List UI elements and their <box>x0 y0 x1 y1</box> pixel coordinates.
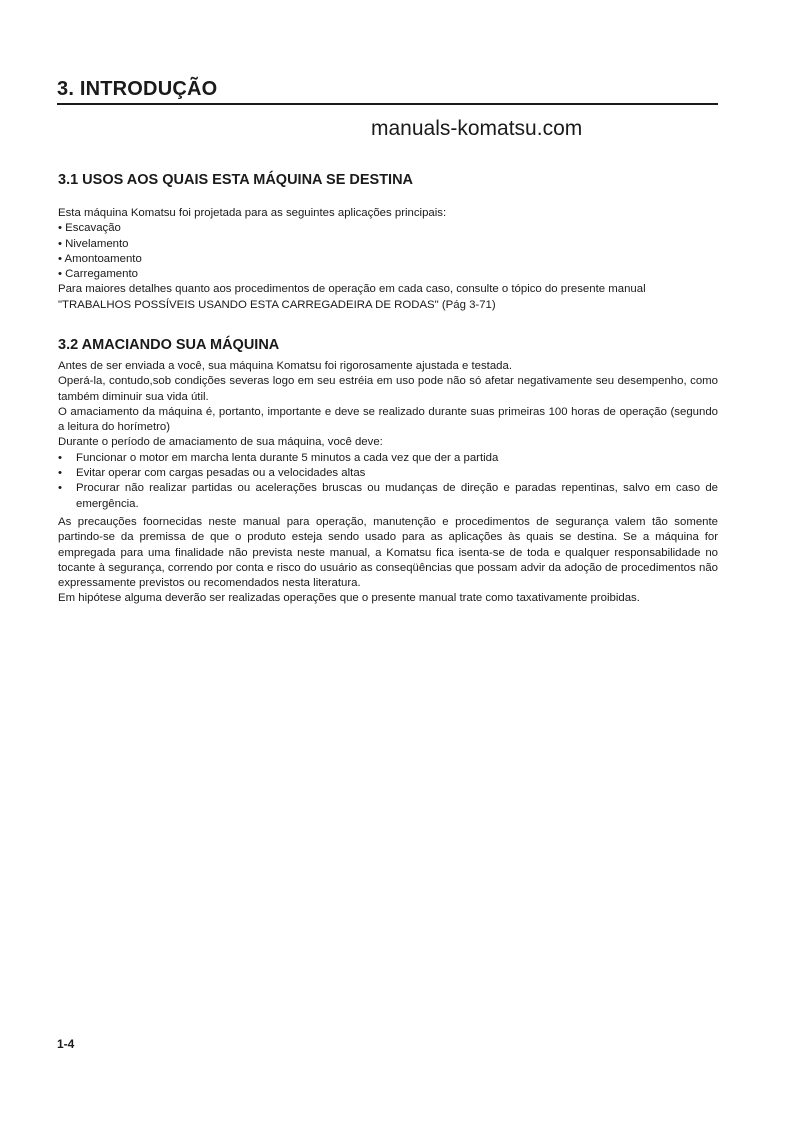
bullet-icon: • <box>58 237 62 250</box>
list-item-label: Nivelamento <box>65 237 129 250</box>
section-break-in-body <box>58 359 718 512</box>
list-item-label: Carregamento <box>65 268 138 281</box>
bullet-icon: • <box>58 451 62 464</box>
list-item-label: Amontoamento <box>64 252 142 265</box>
uses-list <box>58 221 718 282</box>
list-item-label: Procurar não realizar partidas ou acelerações bruscas ou mudanças de direção e paradas repentinas, salvo em caso de emergência. <box>76 482 718 510</box>
break-in-list <box>58 451 718 512</box>
break-in-paragraph: Operá-la, contudo,sob condições severas logo em seu estréia em uso pode não só afetar negativamente seu desempenho, como também diminuir sua vida útil. <box>58 375 718 403</box>
break-in-paragraph: O amaciamento da máquina é, portanto, importante e deve se realizado durante suas primeiras 100 horas de operação (segundo a leitura do horímetro) <box>58 405 718 434</box>
list-item <box>58 466 718 481</box>
chapter-title: 3. INTRODUÇÃO <box>57 78 718 105</box>
break-in-paragraph: Em hipótese alguma deverão ser realizadas operações que o presente manual trate como taxativamente proibidas. <box>58 592 640 605</box>
list-item-label: Evitar operar com cargas pesadas ou a velocidades altas <box>76 467 366 480</box>
list-item <box>58 451 718 466</box>
section-heading-break-in: 3.2 AMACIANDO SUA MÁQUINA <box>58 337 280 353</box>
list-item <box>58 237 718 252</box>
uses-closing-line-1: Para maiores detalhes quanto aos procedimentos de operação em cada caso, consulte o tópico do presente manual <box>58 283 646 296</box>
bullet-icon: • <box>58 222 62 235</box>
break-in-paragraph: As precauções foornecidas neste manual para operação, manutenção e procedimentos de segurança valem tão somente partindo-se da premissa de que o produto esteja sendo usado para as aplicações às quais se destina. Se a máquina for empregada para uma finalidade não prevista neste manual, a Komatsu fica isenta-se de toda e qualquer responsabilidade no tocante à segurança, correndo por conta e risco do usuário as conseqüências que possam advir da adoção de procedimentos não expressamente previstos ou recomendados nesta literatura. <box>58 516 718 590</box>
break-in-paragraph: Antes de ser enviada a você, sua máquina Komatsu foi rigorosamente ajustada e testada. <box>58 360 513 372</box>
bullet-icon: • <box>58 467 62 480</box>
bullet-icon: • <box>58 268 62 281</box>
list-item-label: Escavação <box>65 222 121 235</box>
uses-closing-line-2: "TRABALHOS POSSÍVEIS USANDO ESTA CARREGADEIRA DE RODAS" (Pág 3-71) <box>58 298 496 311</box>
section-break-in-notes <box>58 515 718 607</box>
section-heading-uses: 3.1 USOS AOS QUAIS ESTA MÁQUINA SE DESTINA <box>58 172 414 188</box>
page-number: 1-4 <box>57 1037 75 1051</box>
list-item <box>58 481 718 512</box>
list-item <box>58 267 718 282</box>
list-item-label: Funcionar o motor em marcha lenta durante 5 minutos a cada vez que der a partida <box>76 451 499 464</box>
section-uses-body <box>58 206 718 313</box>
list-item <box>58 252 718 267</box>
break-in-paragraph: Durante o período de amaciamento de sua máquina, você deve: <box>58 436 383 449</box>
watermark-text: manuals-komatsu.com <box>371 117 583 140</box>
list-item <box>58 221 718 236</box>
bullet-icon: • <box>58 252 62 265</box>
uses-intro: Esta máquina Komatsu foi projetada para as seguintes aplicações principais: <box>58 207 447 219</box>
bullet-icon: • <box>58 482 62 495</box>
